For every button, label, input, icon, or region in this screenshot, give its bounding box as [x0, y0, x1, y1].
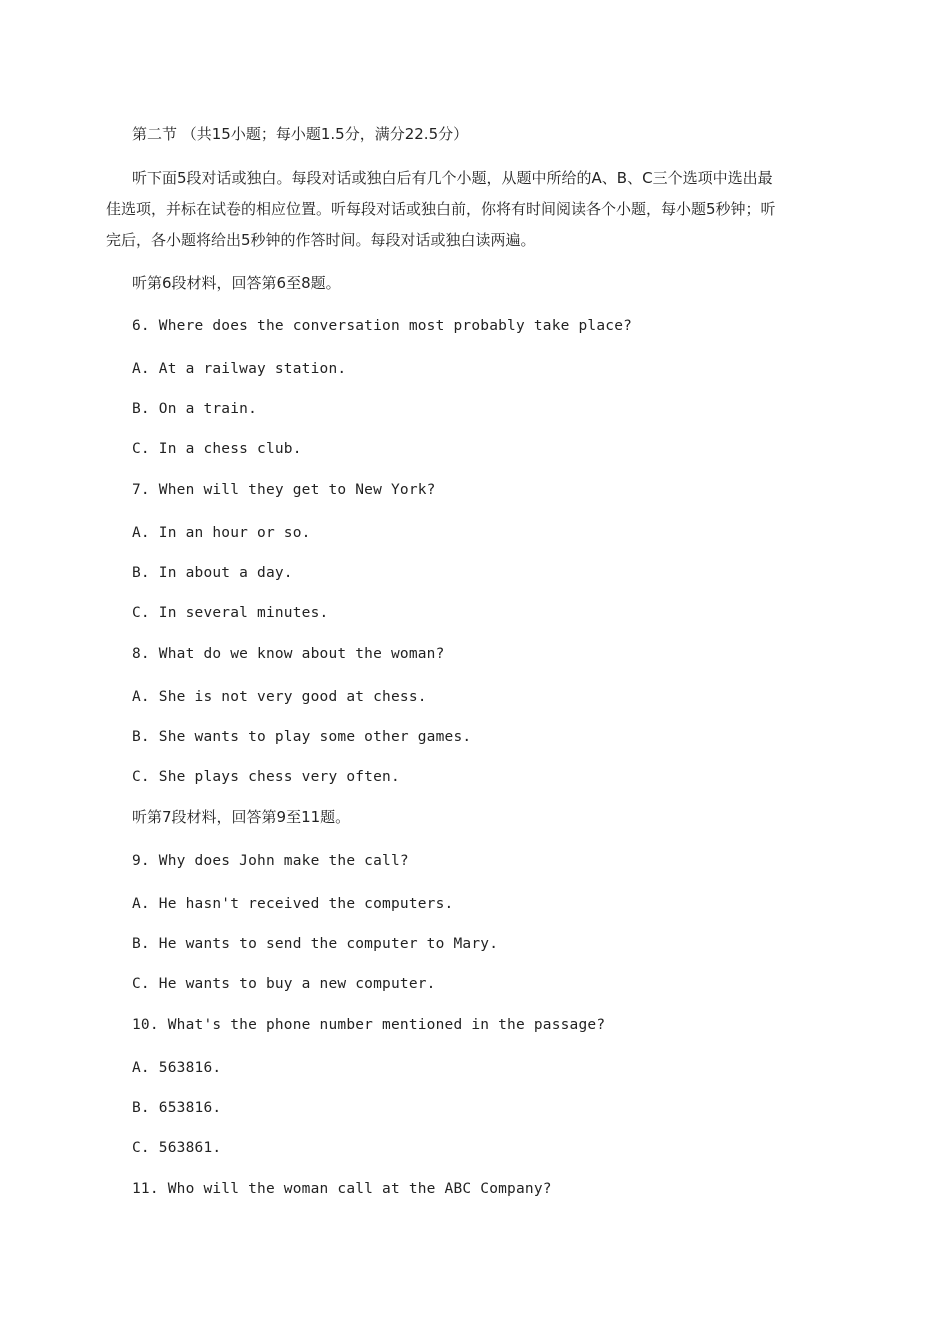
- instructions-line-3: 完后，各小题将给出5秒钟的作答时间。每段对话或独白读两遍。: [106, 231, 536, 249]
- material-7-heading: 听第7段材料，回答第9至11题。: [132, 808, 351, 826]
- question-7-option-a: A. In an hour or so.: [132, 525, 311, 541]
- question-8: 8. What do we know about the woman?: [132, 646, 445, 662]
- question-11: 11. Who will the woman call at the ABC Company?: [132, 1181, 552, 1197]
- question-10: 10. What's the phone number mentioned in the passage?: [132, 1017, 606, 1033]
- section-header: 第二节 （共15小题；每小题1.5分，满分22.5分）: [132, 125, 469, 143]
- question-9-option-c: C. He wants to buy a new computer.: [132, 976, 436, 992]
- question-9: 9. Why does John make the call?: [132, 853, 409, 869]
- instructions-line-2: 佳选项，并标在试卷的相应位置。听每段对话或独白前，你将有时间阅读各个小题，每小题5秒钟；听: [106, 200, 776, 218]
- question-6-option-c: C. In a chess club.: [132, 441, 302, 457]
- question-10-option-a: A. 563816.: [132, 1060, 222, 1076]
- material-6-heading: 听第6段材料，回答第6至8题。: [132, 274, 341, 292]
- question-7: 7. When will they get to New York?: [132, 482, 436, 498]
- question-6-option-b: B. On a train.: [132, 401, 258, 417]
- question-8-option-a: A. She is not very good at chess.: [132, 689, 427, 705]
- question-10-option-b: B. 653816.: [132, 1100, 222, 1116]
- question-10-option-c: C. 563861.: [132, 1140, 222, 1156]
- question-9-option-a: A. He hasn't received the computers.: [132, 896, 454, 912]
- question-9-option-b: B. He wants to send the computer to Mary.: [132, 936, 499, 952]
- question-7-option-b: B. In about a day.: [132, 565, 293, 581]
- question-7-option-c: C. In several minutes.: [132, 605, 329, 621]
- question-8-option-c: C. She plays chess very often.: [132, 769, 400, 785]
- question-6: 6. Where does the conversation most probably take place?: [132, 318, 633, 334]
- instructions-line-1: 听下面5段对话或独白。每段对话或独白后有几个小题，从题中所给的A、B、C三个选项中选出最: [132, 169, 773, 187]
- question-8-option-b: B. She wants to play some other games.: [132, 729, 472, 745]
- question-6-option-a: A. At a railway station.: [132, 361, 347, 377]
